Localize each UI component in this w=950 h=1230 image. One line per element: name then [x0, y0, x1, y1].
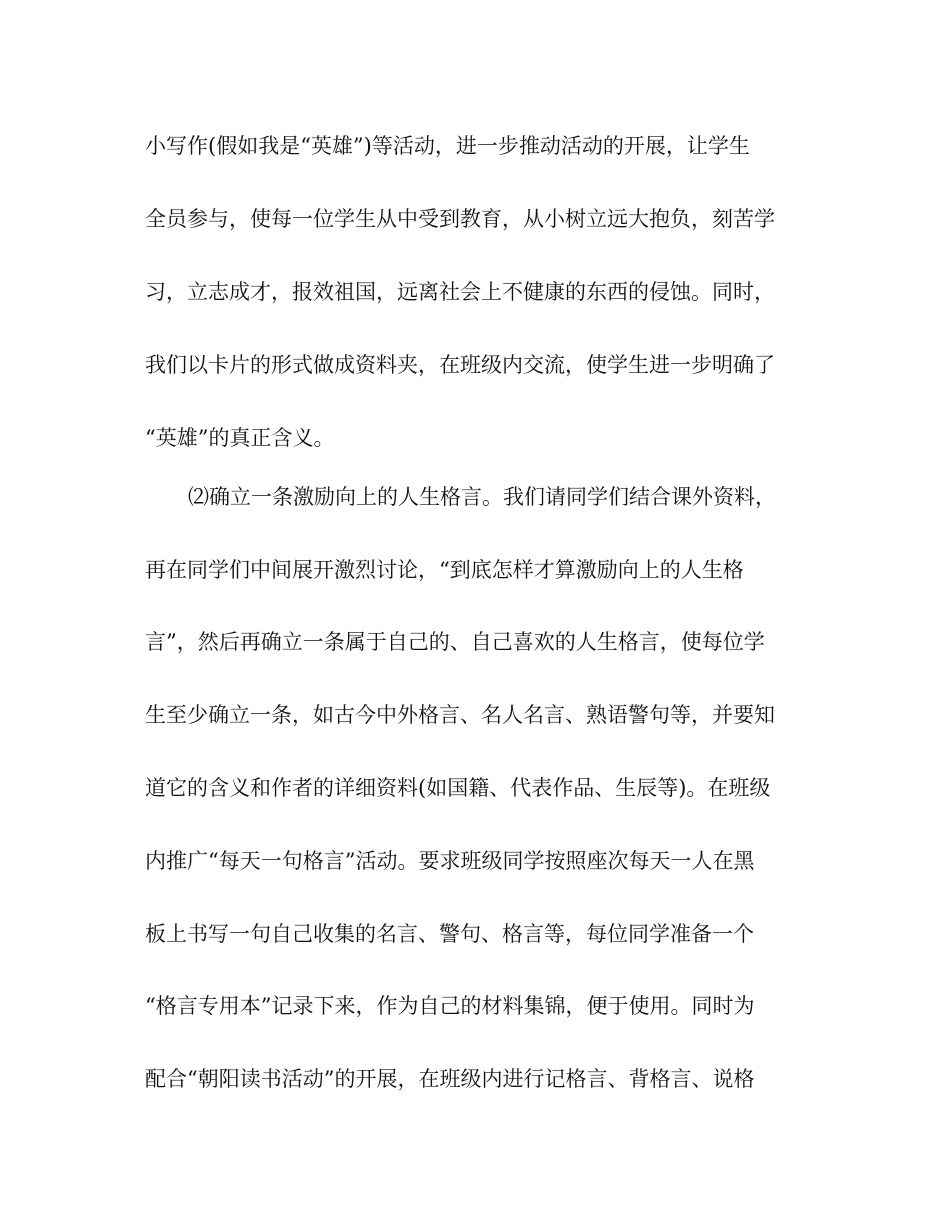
paragraph-line: “英雄”的真正含义。 [145, 426, 335, 450]
paragraph-line: 道它的含义和作者的详细资料(如国籍、代表作品、生辰等)。在班级 [145, 776, 771, 800]
paragraph-line: 小写作(假如我是“英雄”)等活动，进一步推动活动的开展，让学生 [145, 134, 750, 158]
paragraph-line: 配合“朝阳读书活动”的开展，在班级内进行记格言、背格言、说格 [145, 1067, 755, 1091]
paragraph-line: 言”，然后再确立一条属于自己的、自己喜欢的人生格言，使每位学 [145, 630, 765, 654]
paragraph-line: ⑵确立一条激励向上的人生格言。我们请同学们结合课外资料， [188, 485, 776, 509]
paragraph-line: 习，立志成才，报效祖国，远离社会上不健康的东西的侵蚀。同时， [145, 280, 775, 304]
paragraph-line: 再在同学们中间展开激烈讨论，“到底怎样才算激励向上的人生格 [145, 558, 744, 582]
paragraph-line: 板上书写一句自己收集的名言、警句、格言等，每位同学准备一个 [145, 922, 754, 946]
paragraph-line: 我们以卡片的形式做成资料夹，在班级内交流，使学生进一步明确了 [145, 353, 775, 377]
paragraph-line: 全员参与，使每一位学生从中受到教育，从小树立远大抱负，刻苦学 [145, 207, 775, 231]
paragraph-line: “格言专用本”记录下来，作为自己的材料集锦，便于使用。同时为 [145, 994, 755, 1018]
paragraph-line: 生至少确立一条，如古今中外格言、名人名言、熟语警句等，并要知 [145, 703, 775, 727]
paragraph-line: 内推广“每天一句格言”活动。要求班级同学按照座次每天一人在黑 [145, 849, 755, 873]
